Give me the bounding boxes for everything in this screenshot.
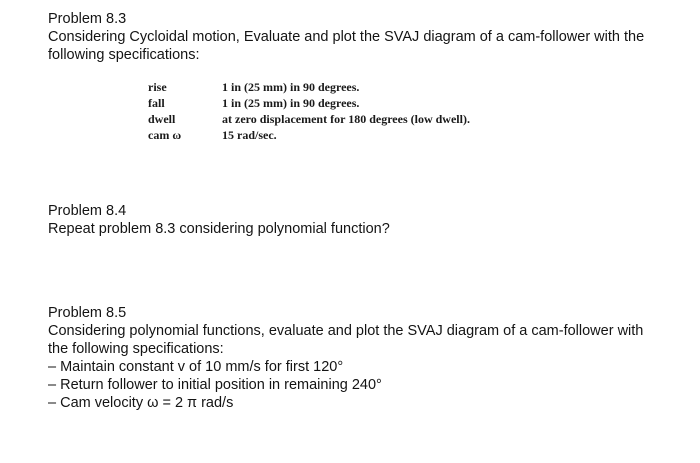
problem-8-5-bullet-1: – Maintain constant v of 10 mm/s for first 120° xyxy=(48,359,344,375)
problem-8-5-text-line-1: Considering polynomial functions, evaluate and plot the SVAJ diagram of a cam-follower with xyxy=(48,323,644,339)
spec-row-dwell xyxy=(148,111,470,127)
spec-value: 1 in (25 mm) in 90 degrees. xyxy=(222,96,360,110)
spec-value: 1 in (25 mm) in 90 degrees. xyxy=(222,80,360,94)
problem-8-4-section xyxy=(48,202,688,238)
spec-label: rise xyxy=(148,80,167,94)
problem-8-5-title: Problem 8.5 xyxy=(48,305,127,321)
problem-8-5-bullet-2: – Return follower to initial position in remaining 240° xyxy=(48,377,382,393)
problem-8-5-text-line-2: the following specifications: xyxy=(48,341,224,357)
spec-row-rise xyxy=(148,79,470,95)
spec-label: dwell xyxy=(148,112,176,126)
spec-row-cam-omega xyxy=(148,127,470,143)
problem-8-4-text: Repeat problem 8.3 considering polynomial function? xyxy=(48,221,390,237)
spec-value: at zero displacement for 180 degrees (low dwell). xyxy=(222,112,470,126)
specification-table xyxy=(148,79,470,143)
spec-label: fall xyxy=(148,96,165,110)
problem-8-4-title: Problem 8.4 xyxy=(48,203,127,219)
problem-8-3-section xyxy=(48,10,688,64)
spec-label: cam ω xyxy=(148,128,182,142)
spec-row-fall xyxy=(148,95,470,111)
problem-8-5-bullet-3: – Cam velocity ω = 2 π rad/s xyxy=(48,395,234,411)
spec-value: 15 rad/sec. xyxy=(222,128,277,142)
problem-8-3-text-line-2: following specifications: xyxy=(48,47,200,63)
problem-8-3-text-line-1: Considering Cycloidal motion, Evaluate and plot the SVAJ diagram of a cam-follower with the xyxy=(48,29,645,45)
problem-8-3-title: Problem 8.3 xyxy=(48,11,127,27)
problem-8-5-section xyxy=(48,304,688,412)
